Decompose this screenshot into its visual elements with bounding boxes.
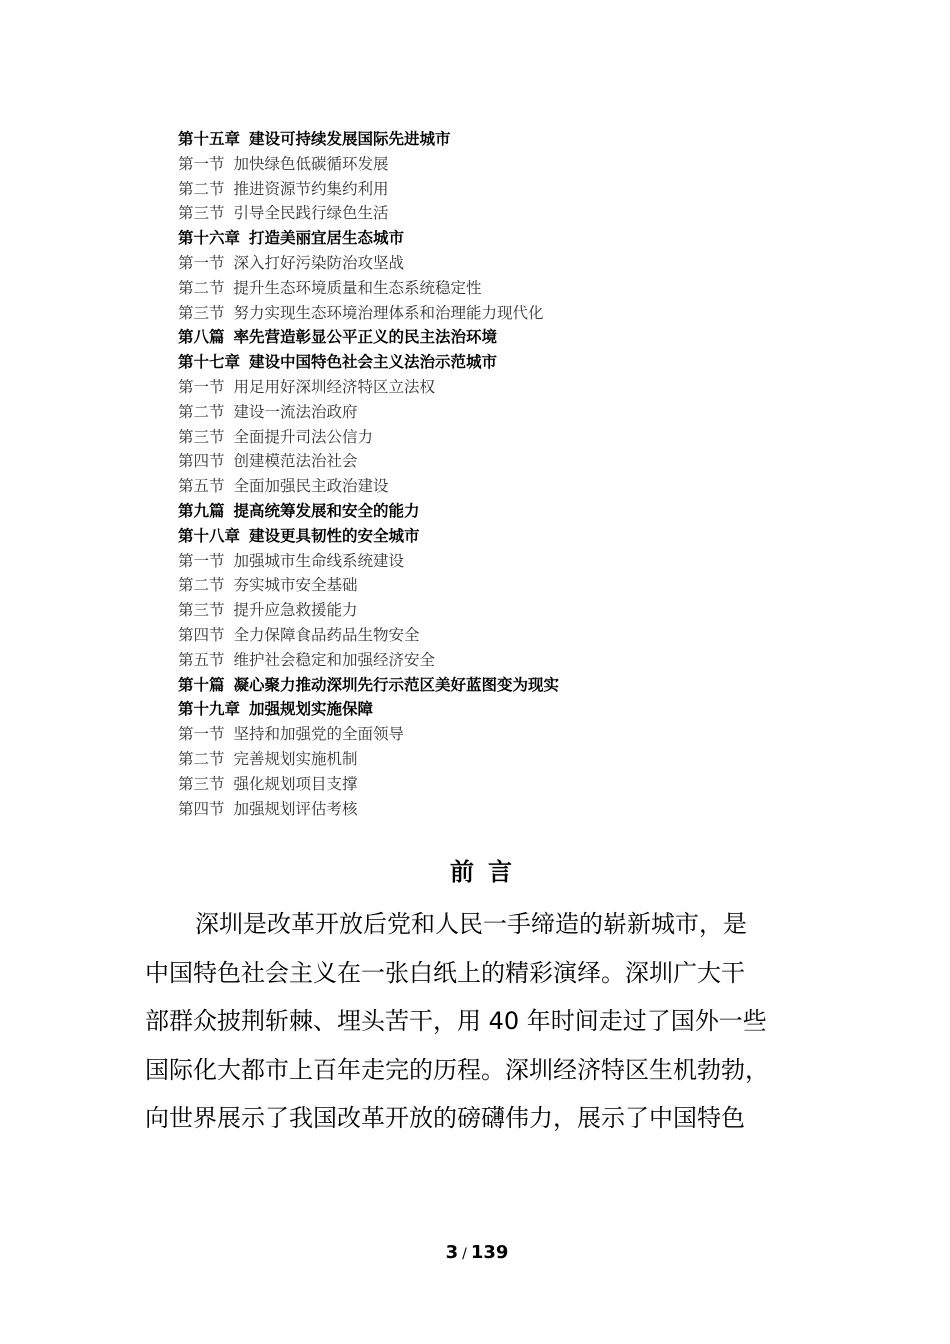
toc-title: 提升应急救援能力 [233, 601, 358, 620]
toc-number: 第三节 [178, 303, 225, 322]
toc-title: 提高统筹发展和安全的能力 [233, 501, 420, 520]
page-number [0, 1240, 950, 1267]
toc-section[interactable] [178, 598, 878, 623]
toc-number: 第三节 [178, 774, 225, 793]
toc-number: 第五节 [178, 477, 225, 496]
toc-title: 努力实现生态环境治理体系和治理能力现代化 [233, 303, 544, 322]
toc-heading[interactable] [178, 325, 878, 350]
toc-number: 第一节 [178, 154, 225, 173]
toc-number: 第二节 [178, 278, 225, 297]
current-page: 3 [445, 1242, 459, 1263]
toc-number: 第五节 [178, 650, 225, 669]
toc-number: 第十八章 [178, 526, 241, 545]
toc-number: 第二节 [178, 179, 225, 198]
toc-section[interactable] [178, 425, 878, 450]
toc-section[interactable] [178, 449, 878, 474]
toc-title: 深入打好污染防治攻坚战 [233, 253, 405, 272]
toc-section[interactable] [178, 152, 878, 177]
toc-title: 率先营造彰显公平正义的民主法治环境 [233, 328, 498, 347]
preface-line: 部群众披荆斩棘、埋头苦干，用 40 年时间走过了国外一些 [145, 1007, 767, 1035]
toc-heading[interactable] [178, 673, 878, 698]
toc-heading[interactable] [178, 226, 878, 251]
toc-number: 第十五章 [178, 130, 241, 148]
toc-number: 第十七章 [178, 353, 241, 372]
toc-title: 创建模范法治社会 [233, 452, 358, 471]
preface-line: 国际化大都市上百年走完的历程。深圳经济特区生机勃勃， [145, 1055, 769, 1084]
table-of-contents [178, 127, 878, 821]
toc-number: 第一节 [178, 551, 225, 570]
toc-title: 加强规划评估考核 [233, 799, 358, 818]
toc-section[interactable] [178, 747, 878, 772]
toc-number: 第十九章 [178, 700, 241, 719]
toc-number: 第三节 [178, 601, 225, 620]
toc-title: 全面加强民主政治建设 [233, 477, 389, 496]
toc-section[interactable] [178, 251, 878, 276]
page-separator: / [462, 1246, 467, 1262]
toc-section[interactable] [178, 201, 878, 226]
toc-title: 用足用好深圳经济特区立法权 [233, 377, 436, 396]
toc-number: 第九篇 [178, 501, 225, 520]
preface-line: 向世界展示了我国改革开放的磅礴伟力，展示了中国特色 [145, 1104, 745, 1132]
toc-title: 加强城市生命线系统建设 [233, 551, 405, 570]
toc-number: 第三节 [178, 427, 225, 446]
toc-title: 建设一流法治政府 [233, 402, 358, 421]
toc-number: 第一节 [178, 253, 225, 272]
toc-heading[interactable] [178, 524, 878, 549]
toc-section[interactable] [178, 549, 878, 574]
toc-number: 第二节 [178, 576, 225, 595]
toc-section[interactable] [178, 400, 878, 425]
toc-section[interactable] [178, 573, 878, 598]
toc-number: 第一节 [178, 377, 225, 396]
toc-title: 建设中国特色社会主义法治示范城市 [249, 353, 498, 372]
toc-heading[interactable] [178, 697, 878, 722]
toc-section[interactable] [178, 722, 878, 747]
preface-title: 前言 [450, 858, 526, 886]
toc-title: 推进资源节约集约利用 [233, 179, 389, 198]
toc-title: 全面提升司法公信力 [233, 427, 374, 446]
toc-title: 加快绿色低碳循环发展 [233, 154, 389, 173]
toc-section[interactable] [178, 474, 878, 499]
toc-section[interactable] [178, 797, 878, 822]
toc-title: 夯实城市安全基础 [233, 576, 358, 595]
toc-section[interactable] [178, 177, 878, 202]
toc-title: 提升生态环境质量和生态系统稳定性 [233, 278, 482, 297]
toc-heading[interactable] [178, 127, 878, 152]
preface-line: 深圳是改革开放后党和人民一手缔造的崭新城市，是 [195, 910, 747, 938]
toc-section[interactable] [178, 276, 878, 301]
total-pages: 139 [470, 1242, 509, 1263]
toc-section[interactable] [178, 772, 878, 797]
toc-title: 打造美丽宜居生态城市 [249, 229, 405, 248]
toc-title: 坚持和加强党的全面领导 [233, 725, 405, 744]
toc-number: 第二节 [178, 402, 225, 421]
toc-number: 第四节 [178, 799, 225, 818]
toc-number: 第十篇 [178, 675, 225, 694]
toc-title: 建设可持续发展国际先进城市 [249, 130, 451, 148]
toc-section[interactable] [178, 648, 878, 673]
toc-number: 第三节 [178, 204, 225, 223]
toc-number: 第十六章 [178, 229, 241, 248]
toc-number: 第二节 [178, 749, 225, 768]
toc-title: 建设更具韧性的安全城市 [249, 526, 420, 545]
toc-section[interactable] [178, 301, 878, 326]
toc-section[interactable] [178, 623, 878, 648]
toc-title: 凝心聚力推动深圳先行示范区美好蓝图变为现实 [233, 675, 560, 694]
toc-number: 第四节 [178, 452, 225, 471]
preface-line: 中国特色社会主义在一张白纸上的精彩演绎。深圳广大干 [145, 958, 745, 987]
toc-heading[interactable] [178, 499, 878, 524]
toc-title: 维护社会稳定和加强经济安全 [233, 650, 436, 669]
toc-number: 第四节 [178, 625, 225, 644]
toc-heading[interactable] [178, 350, 878, 375]
toc-number: 第一节 [178, 725, 225, 744]
toc-title: 全力保障食品药品生物安全 [233, 625, 420, 644]
preface-body [145, 900, 805, 1143]
toc-title: 强化规划项目支撑 [233, 774, 358, 793]
toc-section[interactable] [178, 375, 878, 400]
toc-title: 完善规划实施机制 [233, 749, 358, 768]
toc-title: 加强规划实施保障 [249, 700, 374, 719]
toc-number: 第八篇 [178, 328, 225, 347]
toc-title: 引导全民践行绿色生活 [233, 204, 389, 223]
